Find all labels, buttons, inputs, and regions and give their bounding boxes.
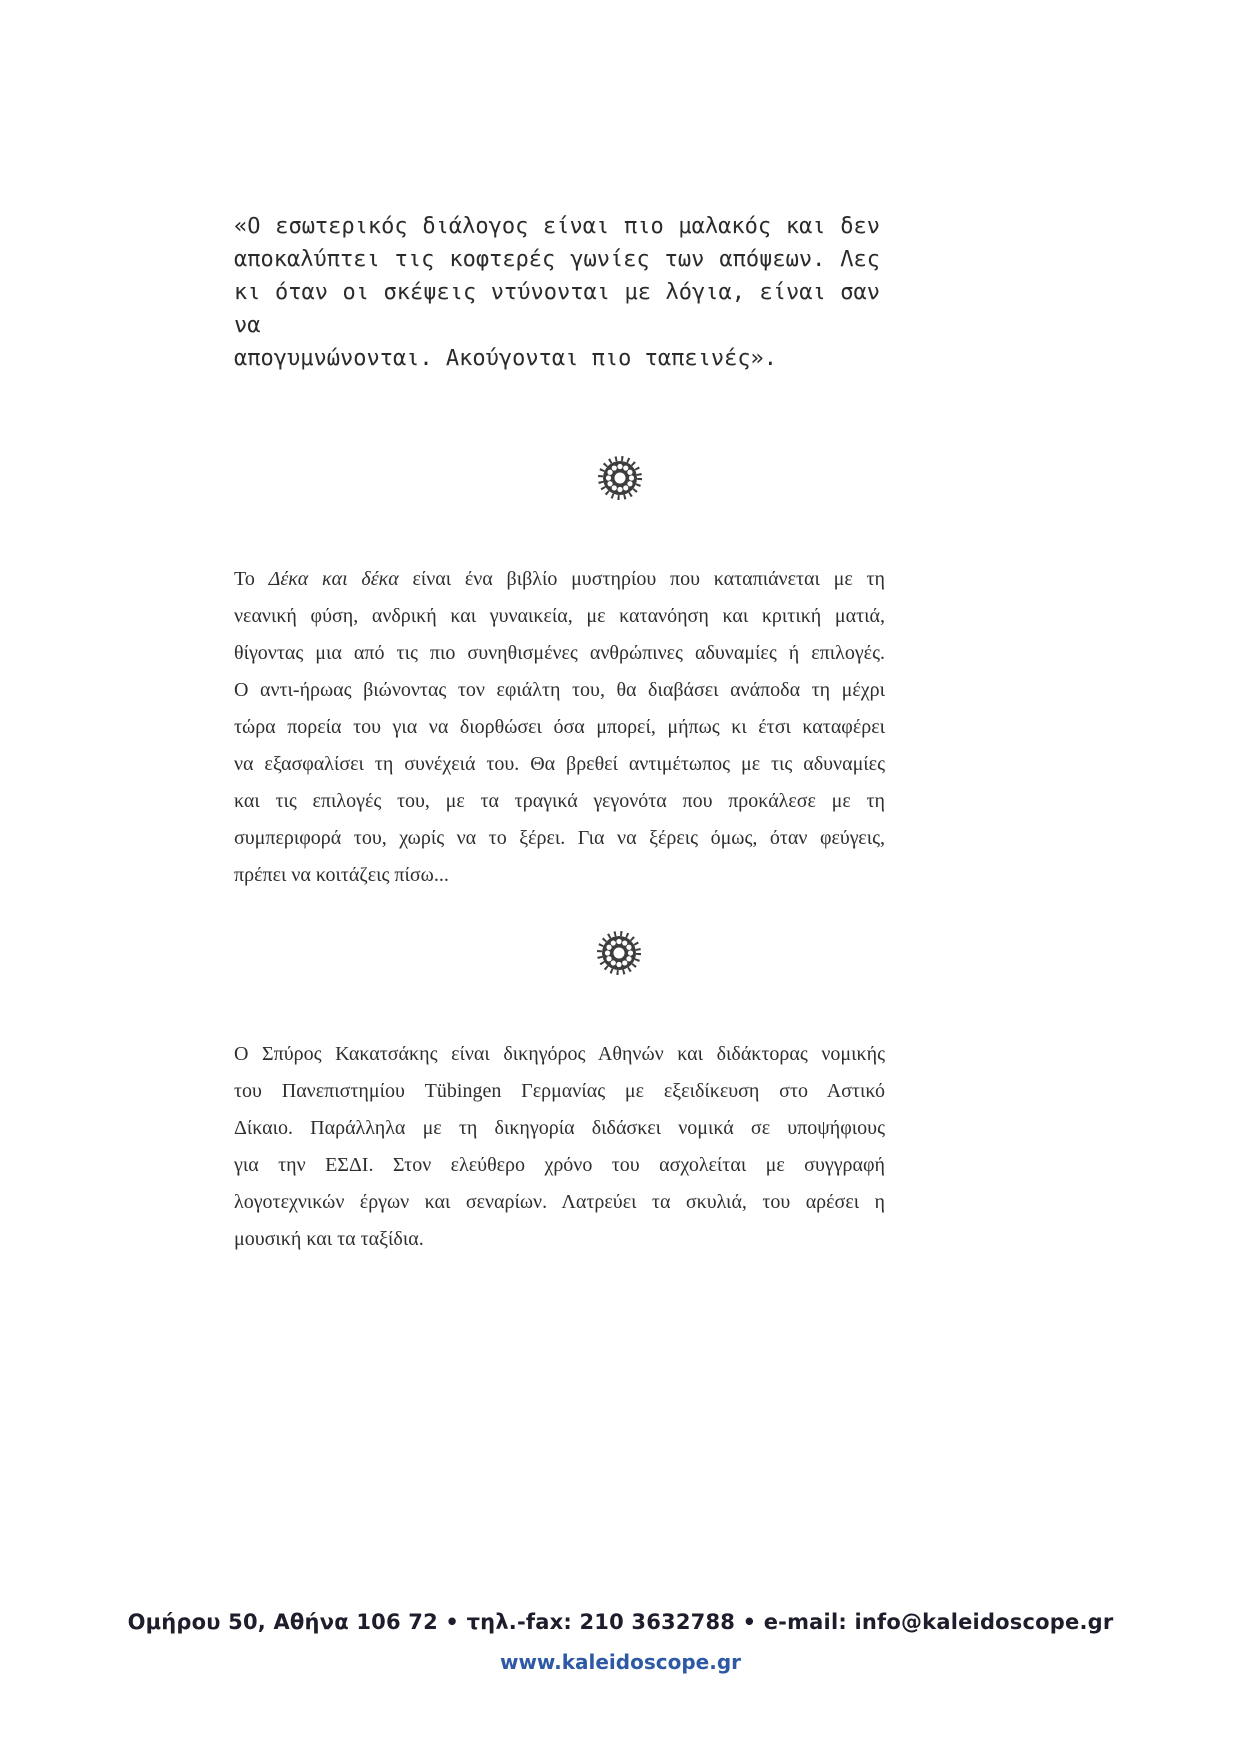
publisher-website (0, 1650, 1241, 1674)
text-line: κι όταν οι σκέψεις ντύνονται με λόγια, είναι σαν να (234, 280, 880, 338)
text-line: του Πανεπιστημίου Tübingen Γερμανίας με εξειδίκευση στο Αστικό (234, 1080, 885, 1102)
text-line: πρέπει να κοιτάζεις πίσω... (234, 864, 449, 886)
text-line: για την ΕΣΔΙ. Στον ελεύθερο χρόνο του ασχολείται με συγγραφή (234, 1154, 885, 1176)
book-description-lines (234, 598, 885, 894)
gear-ornament-icon (595, 929, 643, 977)
text-line: αποκαλύπτει τις κοφτερές γωνίες των απόψεων. Λες (234, 247, 880, 272)
text-line: συμπεριφορά του, χωρίς να το ξέρει. Για να ξέρεις όμως, όταν φεύγεις, (234, 827, 885, 849)
line-prefix: Το (234, 568, 269, 590)
text-line: μουσική και τα ταξίδια. (234, 1228, 424, 1250)
line-rest: είναι ένα βιβλίο μυστηρίου που καταπιάνεται με τη (398, 568, 885, 590)
text-line: και τις επιλογές του, με τα τραγικά γεγονότα που προκάλεσε με τη (234, 790, 885, 812)
gear-ornament-icon (596, 454, 644, 502)
text-line: νεανική φύση, ανδρική και γυναικεία, με κατανόηση και κριτική ματιά, (234, 605, 885, 627)
text-line: Δίκαιο. Παράλληλα με τη δικηγορία διδάσκει νομικά σε υποψήφιους (234, 1117, 885, 1139)
text-line: να εξασφαλίσει τη συνέχειά του. Θα βρεθεί αντιμέτωπος με τις αδυναμίες (234, 753, 885, 775)
text-line: «Ο εσωτερικός διάλογος είναι πιο μαλακός και δεν (234, 214, 880, 239)
text-line: λογοτεχνικών έργων και σεναρίων. Λατρεύει τα σκυλιά, του αρέσει η (234, 1191, 885, 1213)
text-line: τώρα πορεία του για να διορθώσει όσα μπορεί, μήπως κι έτσι καταφέρει (234, 716, 885, 738)
text-line (234, 561, 885, 598)
book-title: Δέκα και δέκα (268, 568, 399, 590)
text-line: Ο αντι-ήρωας βιώνοντας τον εφιάλτη του, θα διαβάσει ανάποδα τη μέχρι (234, 679, 885, 701)
website-link[interactable]: www.kaleidoscope.gr (499, 1650, 742, 1674)
text-line: θίγοντας μια από τις πιο συνηθισμένες ανθρώπινες αδυναμίες ή επιλογές. (234, 642, 885, 664)
text-line: απογυμνώνονται. Ακούγονται πιο ταπεινές». (234, 346, 778, 371)
book-description (234, 561, 885, 894)
book-quote (234, 210, 880, 375)
text-line: Ο Σπύρος Κακατσάκης είναι δικηγόρος Αθηνών και διδάκτορας νομικής (234, 1043, 885, 1065)
author-bio (234, 1036, 885, 1258)
publisher-contact-line: Ομήρου 50, Αθήνα 106 72 • τηλ.-fax: 210 3632788 • e-mail: info@kaleidoscope.gr (127, 1610, 1114, 1634)
